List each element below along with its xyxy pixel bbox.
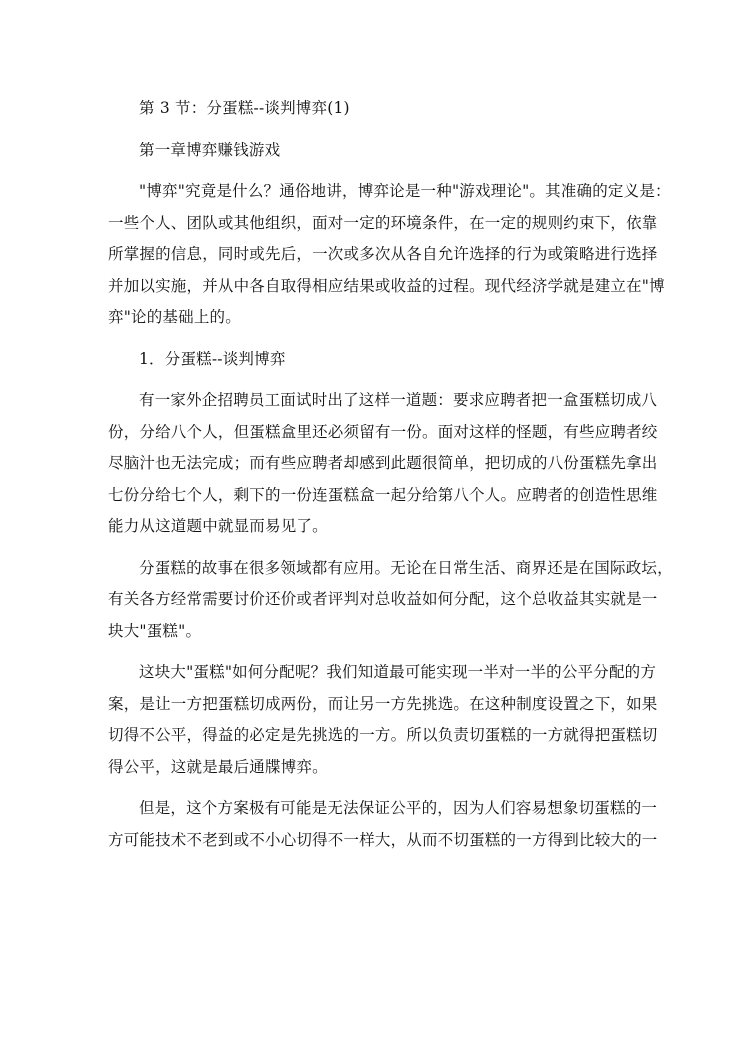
text-line: 分蛋糕的故事在很多领域都有应用。无论在日常生活、商界还是在国际政坛， <box>139 558 673 577</box>
subheading: 1．分蛋糕--谈判博弈 <box>139 349 286 368</box>
text-line: 切得不公平，得益的必定是先挑选的一方。所以负责切蛋糕的一方就得把蛋糕切 <box>108 726 658 744</box>
text-line: 弈"论的基础上的。 <box>108 308 241 326</box>
text-line: 方可能技术不老到或不小心切得不一样大，从而不切蛋糕的一方得到比较大的一 <box>108 830 658 849</box>
text-line: 块大"蛋糕"。 <box>108 621 202 640</box>
text-line: 得公平，这就是最后通牒博弈。 <box>108 757 328 776</box>
text-line: 但是，这个方案极有可能是无法保证公平的，因为人们容易想象切蛋糕的一 <box>139 799 658 817</box>
text-line: "博弈"究竟是什么？通俗地讲，博弈论是一种"游戏理论"。其准确的定义是： <box>139 182 671 200</box>
text-line: 所掌握的信息，同时或先后，一次或多次从各自允许选择的行为或策略进行选择 <box>108 245 658 263</box>
text-line: 份，分给八个人，但蛋糕盒里还必须留有一份。面对这样的怪题，有些应聘者绞 <box>108 422 658 441</box>
text-line: 并加以实施，并从中各自取得相应结果或收益的过程。现代经济学就是建立在"博 <box>108 276 665 295</box>
paragraph-applications <box>108 553 673 648</box>
text-line: 七份分给七个人，剩下的一份连蛋糕盒一起分给第八个人。应聘者的创造性思维 <box>108 485 658 504</box>
paragraph-interview <box>108 385 658 543</box>
section-title: 第 3 节：分蛋糕--谈判博弈(1) <box>139 99 350 117</box>
text-line: 案，是让一方把蛋糕切成两份，而让另一方先挑选。在这种制度设置之下，如果 <box>108 694 658 713</box>
chapter-title: 第一章博弈赚钱游戏 <box>139 140 281 159</box>
paragraph-allocation <box>108 657 658 783</box>
paragraph-fairness <box>108 793 658 856</box>
document-body <box>108 93 673 856</box>
paragraph-definition <box>108 176 671 334</box>
text-line: 有一家外企招聘员工面试时出了这样一道题：要求应聘者把一盒蛋糕切成八 <box>139 391 658 409</box>
text-line: 有关各方经常需要讨价还价或者评判对总收益如何分配，这个总收益其实就是一 <box>108 590 658 608</box>
text-line: 这块大"蛋糕"如何分配呢？我们知道最可能实现一半对一半的公平分配的方 <box>139 663 657 681</box>
text-line: 尽脑汁也无法完成；而有些应聘者却感到此题很简单，把切成的八份蛋糕先拿出 <box>108 454 658 472</box>
text-line: 一些个人、团队或其他组织，面对一定的环境条件，在一定的规则约束下，依靠 <box>108 213 658 232</box>
text-line: 能力从这道题中就显而易见了。 <box>108 517 328 535</box>
